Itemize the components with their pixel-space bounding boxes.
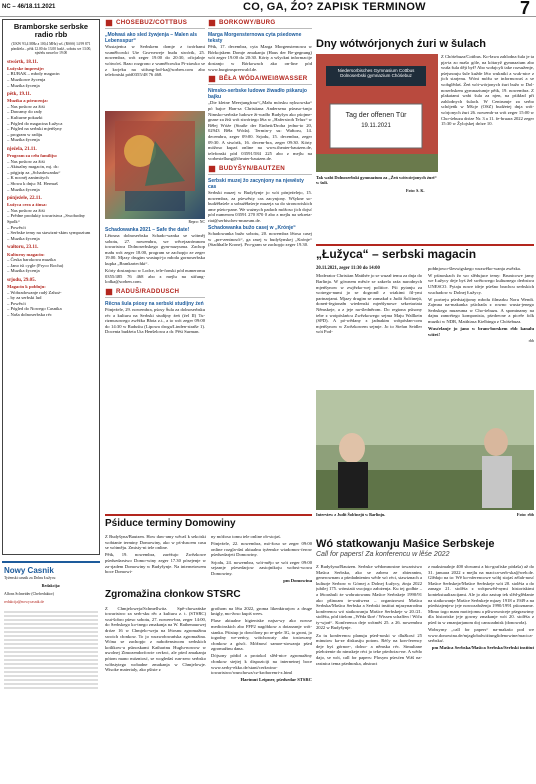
radio-box-title: Bramborske serbske radio rbb [13, 22, 89, 40]
luzyca-p3: W pśinoskach žo wo slědujuce temy: Brunicowe jamy we Łužycy deje byś žeł swětowego kulturnego derbstwa UNESCO. Pytaju nowe ideje pśešno brachcu serbskich wuchadow w Dolnej Łužycy. [428, 272, 534, 295]
section-cottbus-label: CHÓŠEBUZ/COTTBUS [116, 19, 188, 27]
schedule-day [7, 245, 95, 273]
schedule-section: Magacin k połdnju: [7, 284, 46, 289]
schedule-item: – Słowa k dnju: M. Hermaš [7, 181, 95, 187]
schedule-item: – Muzikowe žycenja [7, 77, 95, 83]
article-title-rechna-sula: Rěcna šula pśosy na serbski studijny źeń [105, 300, 204, 307]
section-bullet-icon [208, 165, 216, 173]
page-number: 7 [519, 0, 530, 18]
page-title: CO, GA, ŹO? ZAPISK TERMINOW [243, 1, 426, 13]
schedule-item: – Nas pośtow za žiśi [7, 104, 95, 110]
schedule-day-title: njeźela, 21.11. [7, 146, 37, 152]
schedule-item: – BUBAK – młody magacin [7, 71, 95, 77]
schedule-day-title: pětk, 19.11. [7, 92, 32, 98]
schedule-item: – Jano tśi cygle (Fryco Rocha) [7, 263, 95, 269]
schedule-item: – Powěsći [7, 225, 95, 231]
interview-credit: Foto: rbb [516, 512, 534, 517]
macica-p1: Z Budyšyna/Bautzen. Serbske wědomnostne towaristwo Maśica Serbska, ako se zabera ze zbieranim, generownam a pśedadnienim wěde wó réci, stawiznach a kulturje Serbow w Górnej a Dolnej Łužycy, źinja 2022 jubilej 175. wónstatá swojogo założenja. Ku tej godbie – a lětoashuli że wobratowanu Maśice Serbskeje 1990/91 ako pšinoam te-watiwera – organizowni Maśica Serbska/Maśica Serbska a Serbski institut mjazynarodnu konferencu wó statkowanju Maśice Serbskeje w 20./21. stolěśu, pód titelom „Wěda škré / Wissen schaffen / Wiču ty-wjoń“. Konferenca deje wótměś 25. a 26. nowembra 2022 w Budyšynje. [316, 563, 422, 631]
nc-description: Tyźenski casnik za Dolnu Łužycu [4, 575, 56, 580]
section-bullet-icon [208, 75, 216, 83]
macica-p4: Wobsyrny „call for papers“ na-makaśo pod we www.donowina.de/mjaglobalwiźiunglidenowine/macica-serbska/. [428, 626, 534, 644]
photo-credit: Repro: NC [188, 220, 205, 224]
painting-photo [105, 111, 205, 219]
editor-email[interactable]: redakcija@nowycasnik.de [4, 599, 45, 604]
schedule-item: – Pógled do Nowego Casnika [7, 306, 95, 312]
luzyca-date: 20.11.2021, zeger 11:30 do 14:00 [316, 265, 380, 271]
impressum-box [2, 561, 100, 773]
article-title-schadowanka: Schadowanka 2021 – Safe the date! [105, 227, 190, 233]
schedule-item: – Pógled na serbski mjeńšyny [7, 126, 95, 132]
macica-credit: pm Maśica Serbska/Maśica Serbska/Serbski institut [431, 645, 534, 651]
schedule-section: Kulturny magacin: [7, 251, 45, 257]
column-cottbus [105, 19, 205, 509]
article-body-rechna-sula: Pónjeźele, 29. nowembra, pśosy Šula za dolnoserbsku réc a kulturu na Serbski studijny źeń (źel II) Tu-rizmusowego zwěźka Błota z.t., a to wót zeger 09:00 do 14:30 w Raduśiu (Lipowa droga/Linden-straße 1). Docenta budźeta Uta Henšelowa a dr. Pěśi Surman. [105, 307, 205, 335]
section-bautzen-label: BUDYŠYN/BAUTZEN [219, 165, 286, 173]
luzyca-title: „Łužyca“ – serbski magacin [316, 244, 534, 262]
open-door-title: Dny wótwórjonych źuri w šulach [316, 38, 486, 50]
article-body-schadowanka: Lětosna dolnoserbska Schado-wanka se wótměj sobotu, 27. nowembra, we wěcejzarómnom towaristwa Dolnoserbskego gym-nazyuma. Zachop mału wót zeger 18.00, program se zachopjo ze zeger 19.00. Mjazy drugim wustupi-jo młoda gornoserbska kupka „Brankartechki“. [105, 233, 205, 267]
schedule-item: – by za serbski lud [7, 295, 95, 301]
macica-title: Wó statkowanju Maśice Serbskeje [316, 538, 495, 550]
stsrc-p3: Plase aktualne higieniske najsa-wy ako nowse medicinskich abo FFP2 nagóbkow a dotarzanje wót-stanka. Pśistup jo dowólony po re-gele 3G, to groni, jo togodny we-zeńcy, wótchowaty abo tostowany cłonkow a gósći. Móžnosć samoe-stowanja pśed zgromažinu dana. [211, 618, 312, 652]
page-header [0, 0, 536, 17]
poster-text [332, 112, 420, 130]
article-title-krona: Schadowanka bužo casej w „Krónje“ [208, 225, 296, 232]
school-sign-text [328, 68, 424, 79]
interview-caption: Interview z Judit Šolćinejú w Barlinju. [316, 512, 386, 517]
schedule-section: Łužyca cera a źinsa: [7, 202, 47, 208]
poster-line2: 19.11.2021 [361, 122, 391, 129]
section-bautzen [208, 165, 312, 175]
radio-schedule [7, 60, 95, 318]
luzyca-credit: rbb [528, 337, 534, 343]
schedule-item: – Nas pośtow za žiśi [7, 208, 95, 214]
article-title-muzej: Serbski muzej žo zacynjony na njewěsty cas [208, 177, 304, 190]
article-luzyca [316, 244, 534, 544]
radio-column [2, 19, 100, 781]
article-title-ziwadlo: Nimsko-serbske ludowe žiwadło pśkarujo bajku [208, 88, 307, 101]
radio-times: póndźela – pětk 12.00 do 13.00 hodź., sobotu we 13.00, njeźelu nawečor 19.00 [10, 46, 92, 56]
schedule-item: – pógjzip za „Schadowanku“ [7, 170, 95, 176]
schedule-item: – Muzika žycenja [7, 268, 95, 274]
school-photo-caption: Tak wabi Dolnoserbski gymnazium za „Źeń wótwórjonych źuri“ w šuli. [316, 175, 437, 186]
schedule-day-title: pónjeźele, 22.11. [7, 196, 42, 202]
school-sign-line2: Dolnoserbski gymnazium Chóśebuz [340, 73, 412, 79]
radio-box [2, 19, 100, 555]
schedule-item: – Muzika žycenja [7, 236, 95, 242]
domowina-credit: pm Domowina [283, 577, 312, 583]
schedule-item: – Wobradowanje radý Zahoż- [7, 290, 95, 296]
stsrc-p4: Dójsony pódid a protokol slěd-nice zgromažiny cłonkow stejtej k dispoziciji na internetnej boce www.serby-ekko.de/stani/cerkwino-towaristwo/wunchowa/cz-kroborenri-x.html [211, 653, 312, 676]
domowina-p4: Pónjeźele, 22. nowembra, mó-žoso se zeger 09:00 online rozgla-daś aktualnu tyźenske wiadomos-ćerow pśedsedarjeti Domowiny. [211, 541, 312, 558]
schedule-day-title: srjodu, 29.05. [7, 277, 36, 283]
open-door-body: Z Chóśebuza/Cottbus. Ko-ława zahlodna šula je ta pja-ta zo mašo góle, na kótaryž gymnazium abo wuša šula ději był? Abo wołajcyli take rozsuženje, pśejsnouju šule kužde lěto wuknikí a wuk-nice z jich starjenu. Wóni móžu se informowaś a se wobglědaś. Źeń wót-wórjonych źuri bužo w Dol-noserbskem gymnaziumje pětk, 19. nowembra. Z plakatami wabi šula za njen, na pśikład při zahlodnych šulach. W Centrumje za serbo schójeńk w Mšcje (OSZ) budźetej dnja wót-wórjonych źuri 26. nowemb-ra wót zeger 15:00 w Cho-śebuzu dróze Nr. 3 a 11. fe-bruara 2022 zeger 15:30 w Žylojskej dróze 10. [441, 54, 534, 127]
redakcija-label: Redakcija: [41, 583, 61, 589]
schedule-item: – Nas pośtow za žiśi [7, 159, 95, 165]
schedule-item: – Česka barokowa muzika [7, 257, 95, 263]
schedule-section: Muzika a pórucenja: [7, 98, 49, 104]
schedule-item: – Naša dolnoserbska réc [7, 312, 95, 318]
schedule-item: – Dawamy do rady [7, 109, 95, 115]
article-domowina [105, 514, 312, 782]
interview-photo-image [316, 390, 534, 510]
section-cottbus [105, 19, 205, 29]
section-weisswasser-label: BĚŁA WÓDA/WEIẞWASSER [219, 75, 308, 83]
schedule-section: Program za cełu familiju: [7, 153, 58, 159]
article-macica [316, 538, 534, 782]
schedule-day-title: stwórtk, 18.11. [7, 59, 39, 65]
domowina-body: Z Budyšyna/Bautzen. How daw-amy wěcaš k sekciski wobtanie terminy Domowiny, ako w pś-duscem casu se wótměju. Zmisty-ni tele online. [105, 534, 206, 551]
schedule-day [7, 60, 95, 88]
schedule-section: Łužyske impresije: [7, 65, 45, 71]
domowina-title: Pśiduce terminy Domowiny [105, 514, 312, 530]
article-title-marga: Marga Morgensternowa cyta pśedowne teksty [208, 32, 302, 45]
schedule-item: – Muzika žycenja [7, 83, 95, 89]
article-open-door [316, 38, 534, 238]
article-body-krona: Schadowanka bužo sobotu, 20. nowembra lětosa casej w „pre-zentnosći“, ga rasej w budyšynskej „Krónje“ (Stadthalle Krone). Pro-gram se zachopjo zeger 19.30. [208, 231, 312, 248]
schedule-item: – Aktualny magacin, mj. dr.: [7, 164, 95, 170]
issue-label: NC – 46/18.11.2021 [2, 4, 56, 10]
schedule-item: – Kulturne pokazki [7, 115, 95, 121]
article-body-malen: Wustajeńca w Serbskem domje z twórbami wuměłcowki Ute Gru-neweje budu stwórtk, 25. nowembra, wót zeger 19.00 do 20:30, oficjalnje wótwórś. Bazo rozgrono z wuměłcowku Pi-ziawko se z kwjeku na stifung-lod-ka@sorben.com abo telefoniski pód0355/48 76 468. [105, 44, 205, 78]
schedule-day [7, 196, 95, 241]
stsrc-p1: Z Chmjeloweja/Schmellwitz. Spě-chowańske towaristwo za serb-sku rěc a kulturu z. t. (STSRC) wut-šobro pśeso sobotu, 27. nowem-bra, zeger 14:00, do Serbskego ko-tnego zmakanja na W. Rathenauowej dróze 16 w Chmjelo-weju na lětosnu zgromažinu swoich cłonkow. To jo wuzwołowańska zgromažina. Wóna se zachopjo z naboženstwom serbskich kotlikow-a pśinoskami Katharinu Huglu-nowow w uwolnej Zimozendorfowie cerkwi, ale pśed zmakanja pótom mano mózniosć, se wogledaś run-zero serbsko wóbstytego wobadne zmakanja w Chmjelowje. Wisoke materialy, ako pšiste z [105, 605, 206, 673]
section-raddusch-label: RADUŠ/RADDUSCH [116, 288, 180, 296]
editor-name: Alfons Schneider (Chefredaktor) [4, 592, 54, 597]
article-body-muzej: Serbski muzej w Budyšynje jo wót pónjeźelejo, 15. nowembra, za pśewěsty cas zacynjony. Wšykne so-budźěłaśele a sobuźěłaśerje muzeja su do stronowiskich ame pśeto-pane. We ważnych padach móžoso jich dojsć pód numerom 03591 270 870 0 abo z mejlu na sekreta-riat@serbisches-museum.de. [208, 190, 312, 224]
macica-p3: z maksimalnje 400 słowami a bio-grafiske pódaša) až do 31. januara 2022 z mejlu na macica-serb-ska@web.de. Glědajo na to: Wě ko-nferencowe wóbj stojaś zélah-nosć Maśice Serbskeje/Maśice Serbskeje wót 20. stolěśa a do zanago 21. stolěśa z wótpowěd-nymi historiskimi kontekstualizacijami. Ale jo ako zastup tek slěd-glědanie na statkowanje Maśice Serbskeje mjazy 1918 a 1949 a na pśedstajenjew jeje nowozałoženja 1990/1991 pśiozname. Mimo togo mam motivjomu a pšiwowniceje pśegrawimy dla historiske jeje gowny zmakanje wót 20. stolěśa z pśed tu w zmanjarjanom doj cansoadnisk (donowoła). [428, 563, 534, 625]
schedule-day [7, 92, 95, 143]
section-raddusch [105, 288, 205, 298]
domowina-p2: Pětk, 19. nowembra, zaréźujo Zwězkowe pśedsedarstwo Domo-winy zeger 17.30 pósejenje w za-rjadem Domowiny w Budyšynje. Na internetowem boce Domowi- [105, 552, 206, 575]
luzyca-p5: Wusćelanje jo jano w bram-borskem rbb kanalu wiźeś! [428, 326, 534, 337]
stsrc-p2: grothom na lěta 2022, groma likenktrarjow a druge knigly, mo-žoso kupiś wees. [211, 605, 312, 617]
domowina-p3: ny móžoso tomu tele online ob-stojaś. [211, 534, 281, 540]
schedule-day-title: wałtoru, 23.11. [7, 245, 39, 251]
painting-image [105, 111, 205, 219]
section-bullet-icon [208, 19, 216, 27]
schedule-day [7, 147, 95, 192]
radio-frequency: (UKW 93,4 MHz a 100,4 MHz) wš. (RSSS) 14 99 871 [11, 41, 91, 46]
schedule-item: – Serbske temy na stawizni-skim sympozium [7, 230, 95, 236]
article-body-ziwadlo: „Die kleine Meerjungfrau“/„Mału mórsku nyksowska“ pó bajce Han-sa Christiana Andersena pśeaso-ṡrnjo Nimsko-serbske ludowe ži-wadło Budyšyn ako pśojme-gnase za žiśi wót stwórtego lěta w „Haferstroh Telux“ w Běłej Wóźe (Straße der Einheit/Droha jedno-to 20, 02943 Běła Wóda). Termin-y su: Wałtoru, 14. decembra, zeger 09:00. Srjodu, 15. decembra, zeger 09:30. A stwórtk, 16. decem-bra, zeger 09:30. Kórty móžoso kupaś online na www.theater-bautzen.de, telefonski pód 03591/584 225 abo z mejlu na vorbestellung@theater-bautzen.de. [208, 100, 312, 162]
macica-subtitle: Call for papers! Za konferencu w lěśe 2022 [316, 551, 450, 559]
nc-title: Nowy Casnik [4, 566, 54, 575]
interview-photo [316, 390, 534, 510]
schedule-day [7, 278, 95, 318]
schedule-item: – program w radiju [7, 132, 95, 138]
luzyca-p2: połdnjowo-šleswigskego wuzwěko-wanja zwězka. [428, 265, 521, 271]
schedule-item: – Pógled do magacina Łužyca [7, 121, 95, 127]
luzyca-p4: W portreju pśedstajijomy młodu filmarku Noru Wendt. Zajmna na-makanka pśichada z rowno wusta-jenego Serbskego muzeuma w Cho-śebuzu. A spominamy na dajnu zamrétego komponista, pśedrecne a piceře folk muziki w NDR, Matthiasa Kielbinga z Chóśebuza. [428, 296, 534, 324]
stsrc-credit: Hartmut Leipner, pśedsedar STSRC [240, 677, 312, 683]
article-body-schadowanka-2: Kórty dostanjoso w Lodce, tele-fonski pód numeromu 0355/485 76 468 abo z mejlu na stifung-lodka@sorben.com. [105, 268, 205, 285]
section-bullet-icon [105, 288, 113, 296]
stsrc-title: Zgromažina cłonkow STSRC [105, 589, 241, 601]
schedule-item: – Prědne produkty towaristwa „Swobodny Spolk“ [7, 213, 95, 224]
poster-line1: Tag der offenen Tür [345, 112, 407, 119]
schedule-item: – Muzika žycenja [7, 187, 95, 193]
domowina-p5: Srjodu, 24. nowembra, wót-mějo se wót zeger 09:00 sejzanje pśesedarjow zastojnikoju wobrst-wowa Domowiny. [211, 559, 312, 576]
school-photo-credit: Foto: S. K. [406, 188, 425, 193]
school-sign-line1: Niedersorbisches Gymnasium Cottbus [337, 68, 415, 73]
section-burg [208, 19, 312, 29]
article-body-marga: Pětk, 17. decembra, cyta Marga Morgensternowa w Bórkojskem Domje zmakanja (Haus der Be-gegnung) wót zeger 19.00 do 20:30. Kórty a wšyckni informacije dostanjo w Bórkowach ako on-line pód www.burgimspreewald.de. [208, 44, 312, 72]
article-title-malen: „Mołwaś ako sled žywjenja – Malen als Lebensspur“ [105, 32, 197, 45]
schedule-item: – Powěsći [7, 301, 95, 307]
section-burg-label: BÓRKOWY/BURG [219, 19, 276, 27]
section-weisswasser [208, 75, 312, 85]
column-burg [208, 19, 312, 509]
macica-p2: Za tu konferencu planuju pśed-noski w dlužkosć 25 minutow ka-ze diskusiju potom. Réčy na kon-ferency deje byś górnoe-, dolno- a němska réc. Simultane pśełożenie do nimskeje réci jo teke pśedwizo-ne. A wědo dajo, se wót, call for papers: Plosym pśesćen Wáš na-rastnica tema pśednoska, abstract [316, 632, 422, 666]
section-bullet-icon [105, 19, 113, 27]
school-photo [316, 54, 438, 172]
luzyca-p1: Moderator Christian Matthée jo se wuzał temu za dnja do Barlinja. W gównem měsće se zakrela raźa narodnych mjeńšynow w zwjězko-wej politice. Pśi pytanju za wotrego-numi jo se dogronił z wiakimi fil-ymi partnarjami. Mjazy drugim se zamakał z Judit Šolćinejú, doneń-fegionałn wiedenski mjeńšynowe sekretariata Němskeje, a z jeje na-śledněrom. Do regiona pśisony tebe z wotpóslańcu Zwězkowego sejma Maju Wallkein (SPD). A pó-wědany z jadnakim wótpósłan-com mjeńšynow w Zwězkowem sejmje. Jo to Stefan Seidler wót Pod- [316, 273, 422, 335]
schedule-item: – Muzika žycenja [7, 137, 95, 143]
schedule-item: – K nocnéj zanimitych [7, 175, 95, 181]
